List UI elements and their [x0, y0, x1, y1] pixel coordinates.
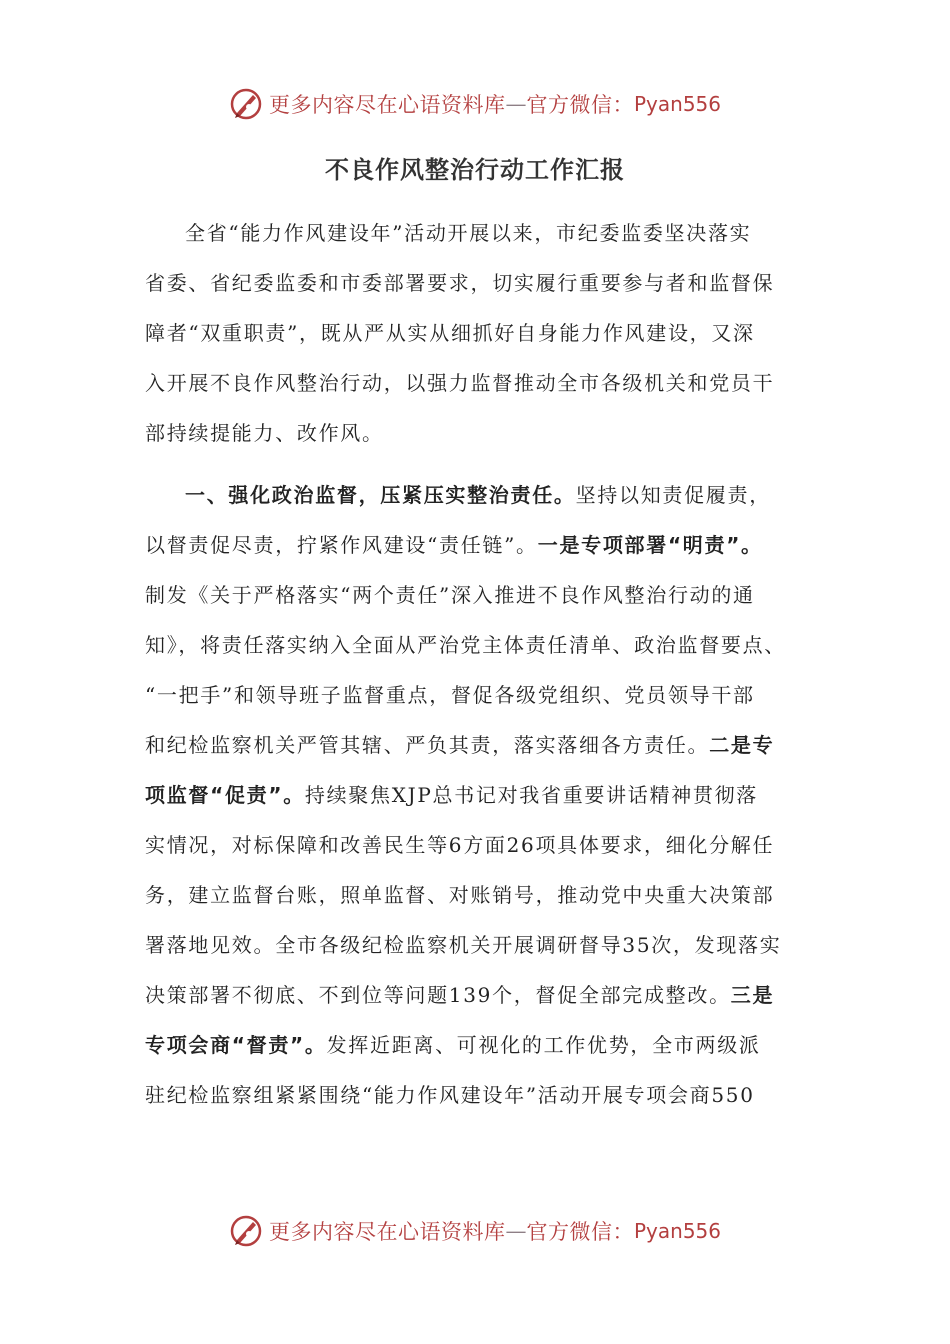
text-line	[145, 770, 825, 820]
text-line: 制发《关于严格落实“两个责任”深入推进不良作风整治行动的通	[145, 583, 755, 607]
watermark-separator: —	[505, 1219, 527, 1243]
paragraph-intro	[145, 208, 825, 458]
text-span: 和纪检监察机关严管其辖、严负其责，落实落细各方责任。	[145, 733, 710, 757]
paragraph-section-one	[145, 470, 825, 1120]
watermark-footer	[0, 1211, 950, 1251]
text-span: 坚持以知责促履责，	[575, 483, 771, 507]
text-line: 省委、省纪委监委和市委部署要求，切实履行重要参与者和监督保	[145, 271, 775, 295]
watermark-brand: 更多内容尽在心语资料库	[268, 1220, 506, 1244]
text-line: 驻纪检监察组紧紧围绕“能力作风建设年”活动开展专项会商550	[145, 1083, 755, 1107]
watermark-wechat-id: Pyan556	[633, 1219, 721, 1243]
watermark-brand: 更多内容尽在心语资料库	[268, 93, 506, 117]
text-line	[145, 970, 825, 1020]
text-line: 务，建立监督台账，照单监督、对账销号，推动党中央重大决策部	[145, 883, 775, 907]
section-heading: 一、强化政治监督，压紧压实整治责任。	[185, 483, 576, 507]
watermark-label: 官方微信：	[526, 1220, 634, 1244]
text-line	[145, 1020, 825, 1070]
text-line: 入开展不良作风整治行动，以强力监督推动全市各级机关和党员干	[145, 371, 775, 395]
text-span: 持续聚焦XJP总书记对我省重要讲话精神贯彻落	[304, 783, 759, 807]
text-line	[145, 470, 825, 520]
text-line: 实情况，对标保障和改善民生等6方面26项具体要求，细化分解任	[145, 833, 775, 857]
text-line: “一把手”和领导班子监督重点，督促各级党组织、党员领导干部	[145, 683, 755, 707]
text-line: 障者“双重职责”，既从严从实从细抓好自身能力作风建设，又深	[145, 321, 755, 345]
text-line: 全省“能力作风建设年”活动开展以来，市纪委监委坚决落实	[185, 221, 752, 245]
pen-logo-icon	[229, 87, 263, 121]
watermark-label: 官方微信：	[526, 93, 634, 117]
text-line	[145, 520, 825, 570]
bold-phrase: 二是专	[709, 733, 775, 757]
text-line: 知》，将责任落实纳入全面从严治党主体责任清单、政治监督要点、	[145, 633, 786, 657]
bold-phrase: 项监督“促责”。	[145, 783, 305, 807]
bold-phrase: 三是	[730, 983, 775, 1007]
watermark-wechat-id: Pyan556	[633, 92, 721, 116]
watermark-header	[0, 84, 950, 124]
document-title: 不良作风整治行动工作汇报	[325, 156, 625, 184]
text-line	[145, 720, 825, 770]
text-span: 以督责促尽责，拧紧作风建设“责任链”。	[145, 533, 538, 557]
pen-logo-icon	[229, 1214, 263, 1248]
watermark-separator: —	[505, 92, 527, 116]
text-span: 决策部署不彻底、不到位等问题139个，督促全部完成整改。	[145, 983, 731, 1007]
text-span: 发挥近距离、可视化的工作优势，全市两级派	[326, 1033, 761, 1057]
bold-phrase: 一是专项部署“明责”。	[537, 533, 763, 557]
bold-phrase: 专项会商“督责”。	[145, 1033, 327, 1057]
text-line: 署落地见效。全市各级纪检监察机关开展调研督导35次，发现落实	[145, 933, 782, 957]
text-line: 部持续提能力、改作风。	[145, 421, 384, 445]
